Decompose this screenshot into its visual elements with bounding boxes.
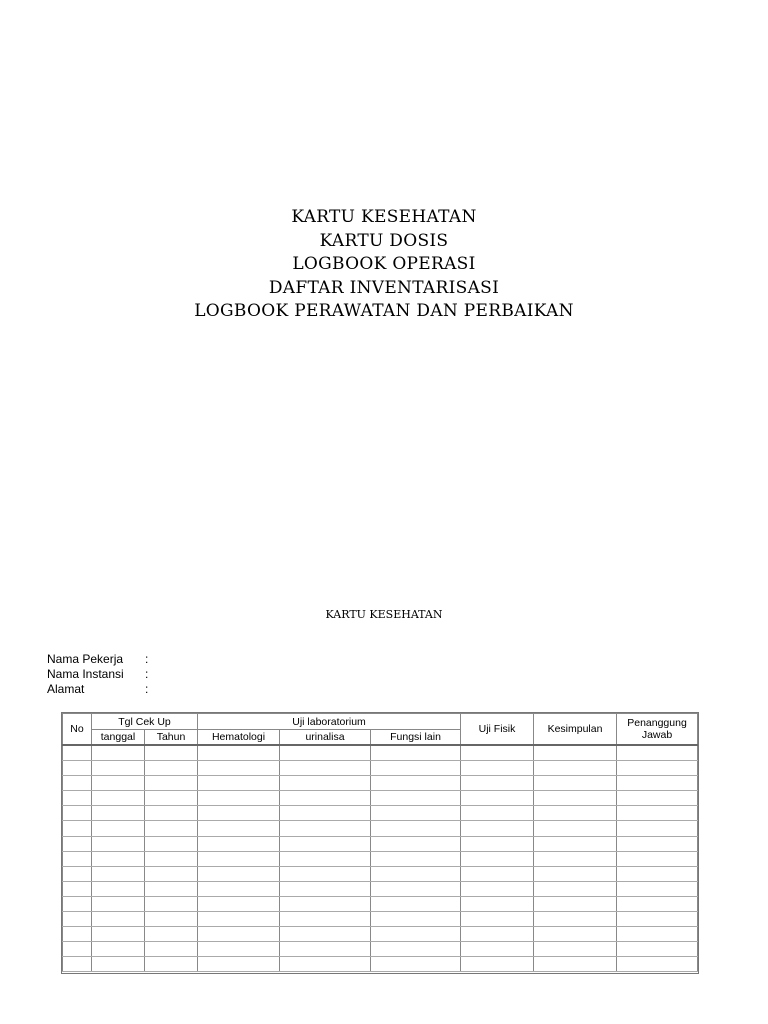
table-cell[interactable] [145, 791, 198, 806]
table-cell[interactable] [534, 836, 617, 851]
table-cell[interactable] [461, 896, 534, 911]
info-row-alamat [47, 682, 155, 697]
table-cell[interactable] [617, 745, 698, 761]
table-cell[interactable] [92, 806, 145, 821]
table-cell[interactable] [198, 745, 280, 761]
table-cell[interactable] [198, 776, 280, 791]
table-cell[interactable] [371, 836, 461, 851]
table-cell[interactable] [198, 957, 280, 972]
table-cell[interactable] [461, 821, 534, 836]
header-no: No [63, 714, 92, 746]
info-row-nama-instansi [47, 667, 155, 682]
table-cell[interactable] [198, 881, 280, 896]
health-table-body [63, 745, 698, 972]
table-row [63, 866, 698, 881]
table-cell[interactable] [92, 912, 145, 927]
table-cell[interactable] [198, 896, 280, 911]
table-cell[interactable] [63, 761, 92, 776]
cover-title-line: LOGBOOK PERAWATAN DAN PERBAIKAN [194, 301, 574, 321]
table-cell[interactable] [617, 791, 698, 806]
table-cell[interactable] [92, 791, 145, 806]
table-cell[interactable] [371, 912, 461, 927]
table-cell[interactable] [461, 806, 534, 821]
health-table-header [63, 714, 698, 746]
table-cell[interactable] [461, 912, 534, 927]
table-row [63, 745, 698, 761]
table-cell[interactable] [280, 836, 371, 851]
table-cell[interactable] [198, 927, 280, 942]
health-table [62, 713, 698, 972]
table-cell[interactable] [198, 851, 280, 866]
table-cell[interactable] [198, 912, 280, 927]
table-cell[interactable] [461, 851, 534, 866]
table-cell[interactable] [617, 761, 698, 776]
table-cell[interactable] [92, 866, 145, 881]
table-cell[interactable] [280, 761, 371, 776]
table-cell[interactable] [280, 821, 371, 836]
info-colon: : [145, 667, 149, 681]
table-cell[interactable] [92, 927, 145, 942]
table-cell[interactable] [145, 866, 198, 881]
table-cell[interactable] [534, 806, 617, 821]
table-cell[interactable] [280, 942, 371, 957]
table-cell[interactable] [534, 896, 617, 911]
table-cell[interactable] [63, 836, 92, 851]
table-cell[interactable] [534, 866, 617, 881]
info-label: Nama Instansi [47, 667, 124, 681]
table-cell[interactable] [63, 821, 92, 836]
table-cell[interactable] [198, 866, 280, 881]
table-cell[interactable] [371, 866, 461, 881]
table-cell[interactable] [280, 896, 371, 911]
table-cell[interactable] [617, 821, 698, 836]
table-cell[interactable] [461, 927, 534, 942]
table-cell[interactable] [461, 776, 534, 791]
header-fungsi-lain: Fungsi lain [371, 730, 461, 746]
table-row [63, 806, 698, 821]
table-cell[interactable] [617, 957, 698, 972]
table-row [63, 836, 698, 851]
table-cell[interactable] [145, 942, 198, 957]
header-uji-fisik: Uji Fisik [461, 714, 534, 746]
table-cell[interactable] [534, 957, 617, 972]
table-cell[interactable] [145, 776, 198, 791]
table-cell[interactable] [461, 791, 534, 806]
table-cell[interactable] [461, 745, 534, 761]
table-cell[interactable] [92, 745, 145, 761]
table-cell[interactable] [63, 851, 92, 866]
table-cell[interactable] [461, 866, 534, 881]
table-cell[interactable] [617, 851, 698, 866]
worker-info-block [47, 652, 155, 697]
table-cell[interactable] [617, 881, 698, 896]
table-cell[interactable] [534, 791, 617, 806]
table-cell[interactable] [461, 761, 534, 776]
table-cell[interactable] [145, 836, 198, 851]
table-cell[interactable] [92, 821, 145, 836]
info-label: Alamat [47, 682, 85, 696]
table-cell[interactable] [145, 912, 198, 927]
table-cell[interactable] [198, 806, 280, 821]
header-tgl-cek-up: Tgl Cek Up [92, 714, 198, 730]
table-cell[interactable] [198, 791, 280, 806]
table-cell[interactable] [371, 927, 461, 942]
table-cell[interactable] [371, 791, 461, 806]
table-cell[interactable] [371, 821, 461, 836]
table-cell[interactable] [534, 745, 617, 761]
table-cell[interactable] [280, 866, 371, 881]
table-cell[interactable] [145, 761, 198, 776]
table-cell[interactable] [371, 761, 461, 776]
header-urinalisa: urinalisa [280, 730, 371, 746]
table-cell[interactable] [534, 776, 617, 791]
header-hematologi: Hematologi [198, 730, 280, 746]
table-cell[interactable] [371, 942, 461, 957]
table-cell[interactable] [617, 836, 698, 851]
table-cell[interactable] [534, 851, 617, 866]
table-cell[interactable] [280, 745, 371, 761]
table-cell[interactable] [280, 776, 371, 791]
table-cell[interactable] [371, 881, 461, 896]
table-cell[interactable] [534, 942, 617, 957]
table-cell[interactable] [280, 881, 371, 896]
table-row [63, 912, 698, 927]
table-cell[interactable] [617, 866, 698, 881]
table-cell[interactable] [198, 836, 280, 851]
table-cell[interactable] [145, 851, 198, 866]
cover-title-line: LOGBOOK OPERASI [292, 254, 476, 274]
table-cell[interactable] [92, 881, 145, 896]
table-cell[interactable] [145, 896, 198, 911]
table-row [63, 821, 698, 836]
table-cell[interactable] [280, 957, 371, 972]
info-colon: : [145, 652, 149, 666]
table-cell[interactable] [92, 761, 145, 776]
header-tanggal: tanggal [92, 730, 145, 746]
table-cell[interactable] [145, 957, 198, 972]
info-row-nama-pekerja [47, 652, 155, 667]
table-cell[interactable] [63, 881, 92, 896]
table-cell[interactable] [461, 957, 534, 972]
table-cell[interactable] [92, 896, 145, 911]
health-table-frame [61, 712, 699, 974]
header-kesimpulan: Kesimpulan [534, 714, 617, 746]
table-cell[interactable] [198, 821, 280, 836]
table-cell[interactable] [63, 896, 92, 911]
cover-title-line: DAFTAR INVENTARISASI [268, 277, 500, 298]
table-cell[interactable] [617, 927, 698, 942]
table-cell[interactable] [280, 927, 371, 942]
table-cell[interactable] [92, 836, 145, 851]
table-cell[interactable] [145, 806, 198, 821]
table-cell[interactable] [461, 836, 534, 851]
table-cell[interactable] [371, 896, 461, 911]
table-cell[interactable] [371, 745, 461, 761]
table-row [63, 791, 698, 806]
table-cell[interactable] [280, 806, 371, 821]
table-row [63, 896, 698, 911]
table-row [63, 761, 698, 776]
table-cell[interactable] [617, 942, 698, 957]
table-cell[interactable] [534, 881, 617, 896]
table-row [63, 881, 698, 896]
header-tahun: Tahun [145, 730, 198, 746]
table-row [63, 942, 698, 957]
table-cell[interactable] [371, 957, 461, 972]
table-cell[interactable] [63, 806, 92, 821]
cover-title-line: KARTU KESEHATAN [291, 207, 477, 227]
info-colon: : [145, 682, 149, 696]
table-cell[interactable] [92, 851, 145, 866]
section-title: KARTU KESEHATAN [325, 608, 443, 621]
table-row [63, 776, 698, 791]
table-cell[interactable] [534, 821, 617, 836]
table-cell[interactable] [617, 776, 698, 791]
table-cell[interactable] [63, 912, 92, 927]
table-cell[interactable] [63, 866, 92, 881]
table-cell[interactable] [534, 761, 617, 776]
table-cell[interactable] [145, 881, 198, 896]
table-cell[interactable] [63, 957, 92, 972]
table-cell[interactable] [145, 927, 198, 942]
table-cell[interactable] [63, 791, 92, 806]
table-cell[interactable] [617, 806, 698, 821]
table-cell[interactable] [461, 881, 534, 896]
table-cell[interactable] [280, 791, 371, 806]
table-cell[interactable] [280, 912, 371, 927]
table-cell[interactable] [371, 851, 461, 866]
cover-title-block [0, 206, 768, 324]
table-cell[interactable] [63, 745, 92, 761]
table-cell[interactable] [63, 927, 92, 942]
table-cell[interactable] [617, 912, 698, 927]
info-label: Nama Pekerja [47, 652, 124, 666]
table-cell[interactable] [145, 745, 198, 761]
table-row [63, 851, 698, 866]
table-cell[interactable] [63, 942, 92, 957]
table-cell[interactable] [92, 957, 145, 972]
table-row [63, 927, 698, 942]
table-cell[interactable] [534, 912, 617, 927]
table-cell[interactable] [92, 942, 145, 957]
table-cell[interactable] [371, 806, 461, 821]
table-cell[interactable] [461, 942, 534, 957]
table-cell[interactable] [145, 821, 198, 836]
table-cell[interactable] [63, 776, 92, 791]
table-cell[interactable] [198, 942, 280, 957]
header-uji-laboratorium: Uji laboratorium [198, 714, 461, 730]
table-cell[interactable] [198, 761, 280, 776]
table-row [63, 957, 698, 972]
cover-title-line: KARTU DOSIS [319, 230, 449, 251]
table-cell[interactable] [534, 927, 617, 942]
table-cell[interactable] [371, 776, 461, 791]
table-cell[interactable] [280, 851, 371, 866]
header-penanggung-jawab: Penanggung Jawab [617, 714, 698, 746]
table-cell[interactable] [617, 896, 698, 911]
table-cell[interactable] [92, 776, 145, 791]
